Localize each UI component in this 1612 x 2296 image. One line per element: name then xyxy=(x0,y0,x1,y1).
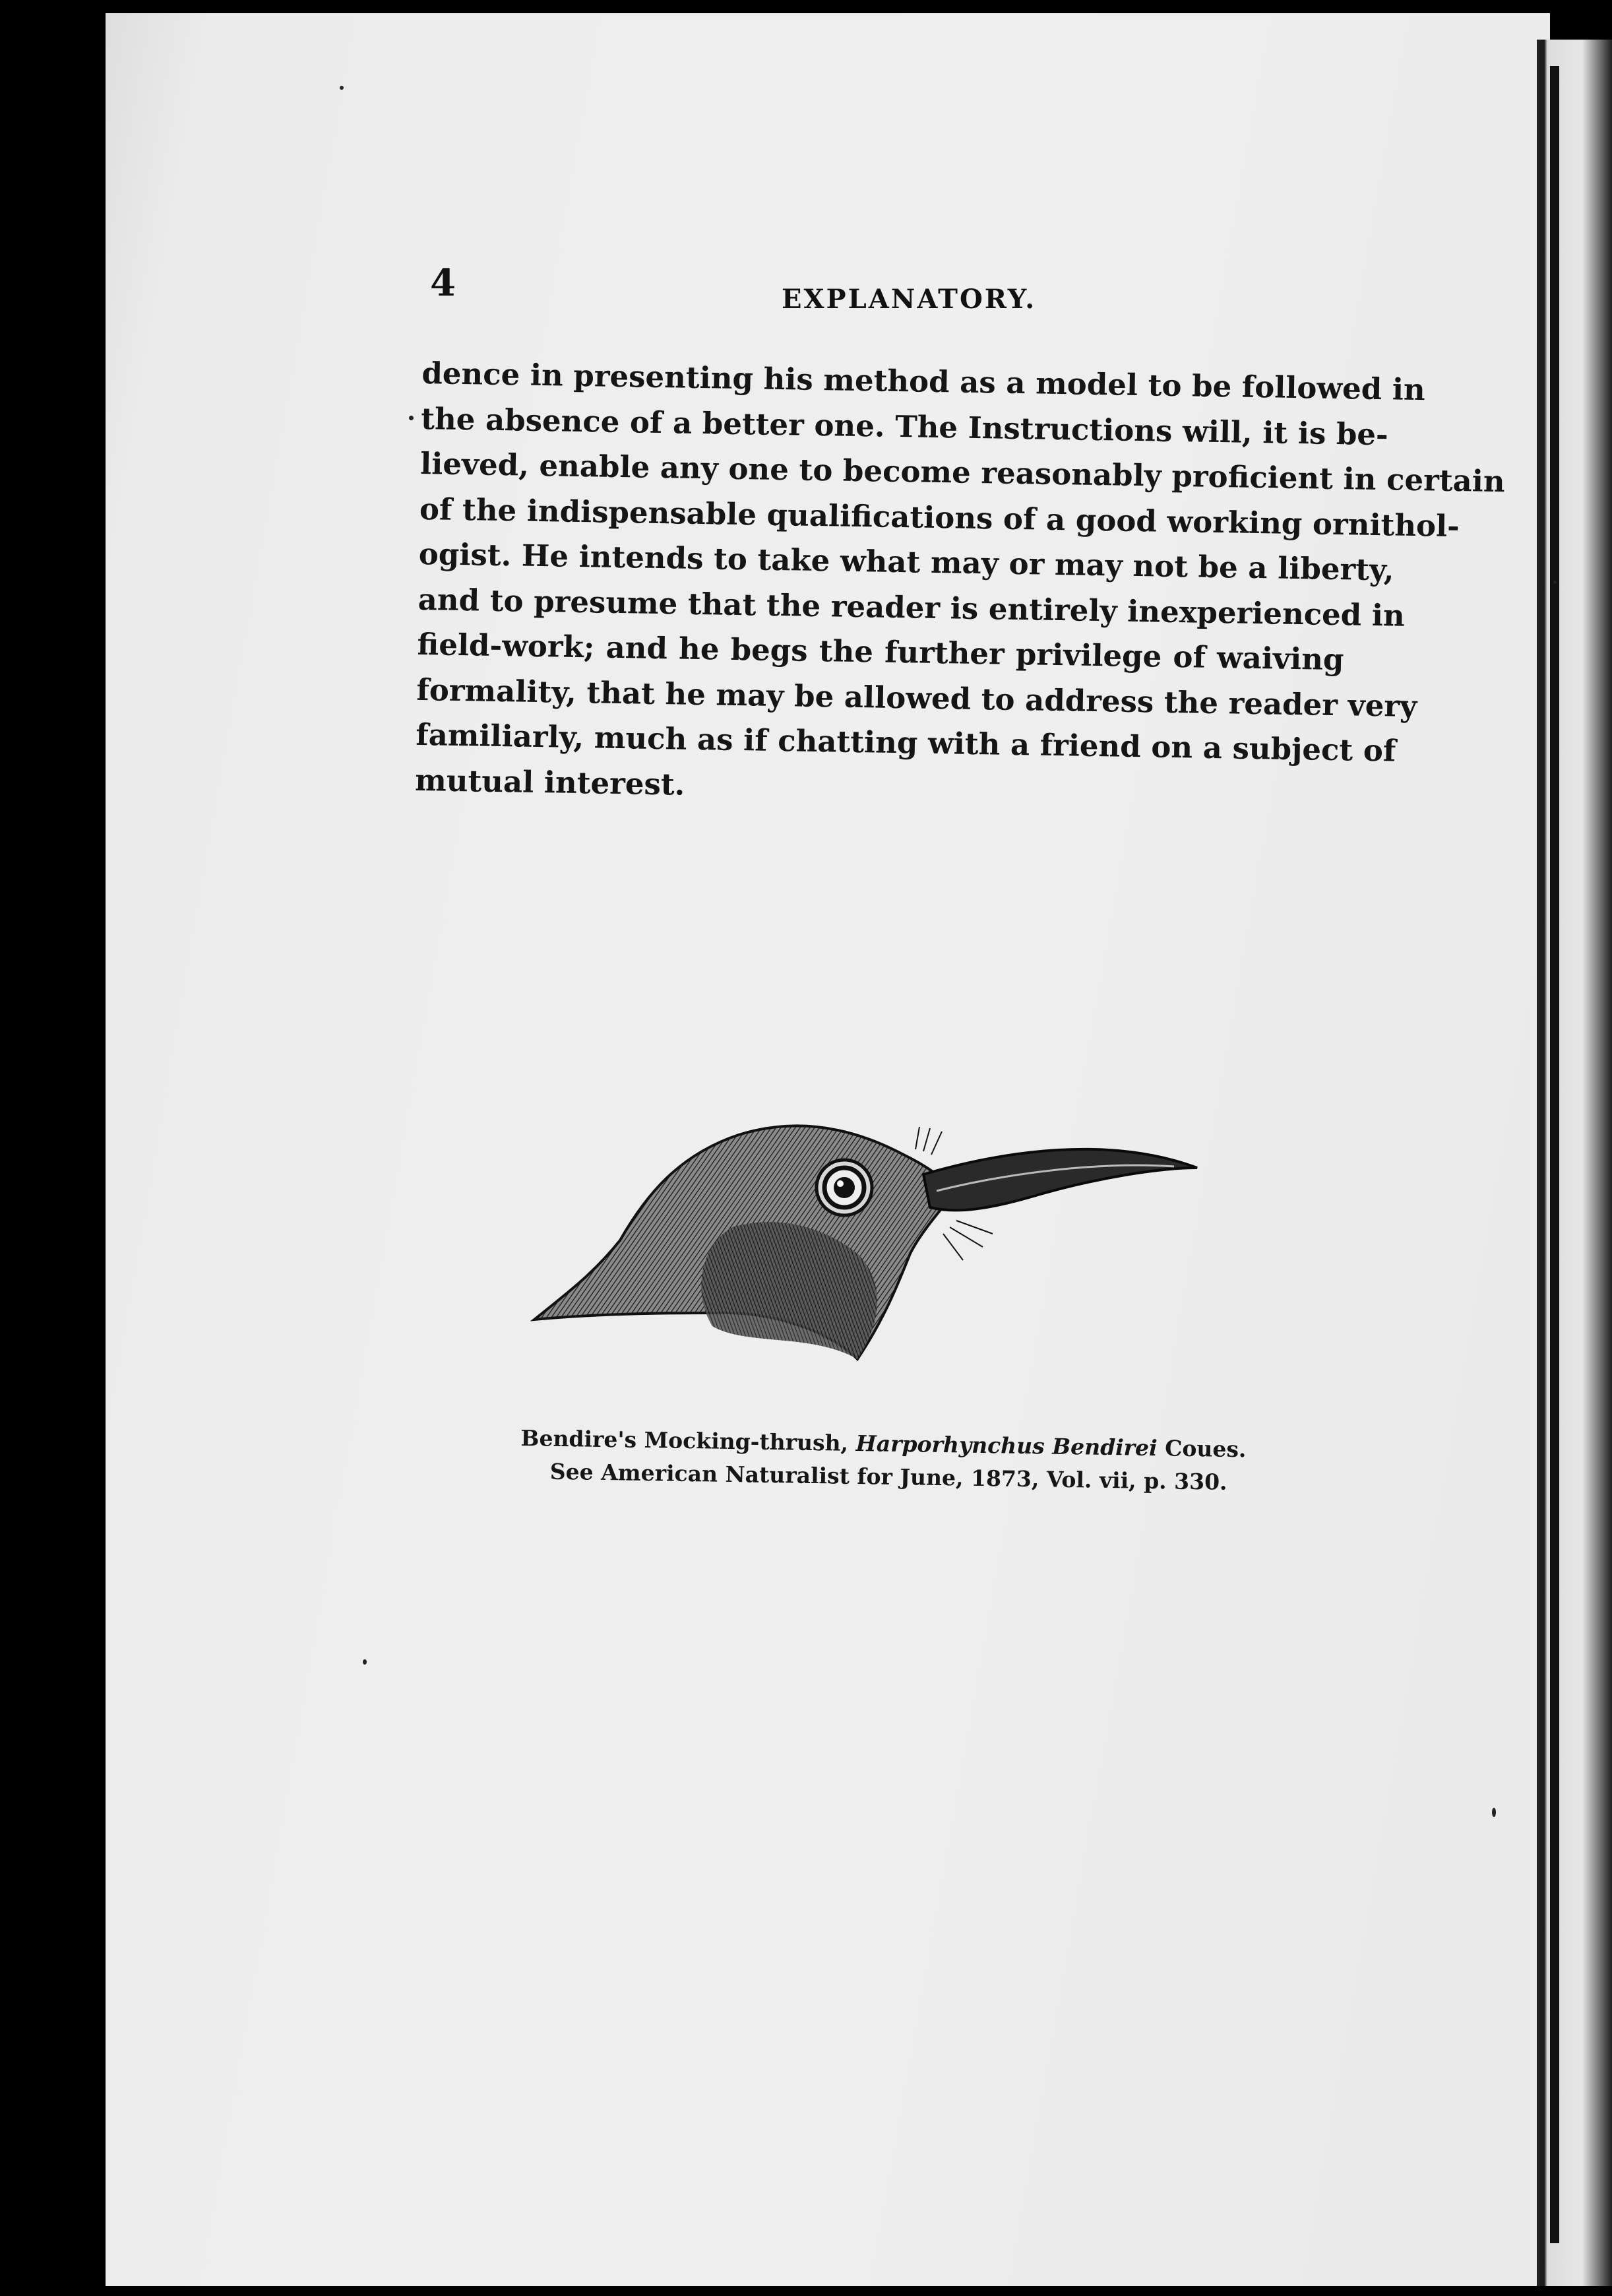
caption-reference: See American Naturalist for June, 1873, Vol. vii, p. 330. xyxy=(549,1458,1227,1495)
body-paragraph xyxy=(414,351,1506,818)
text-line: lieved, enable any one to become reasonably proficient in certain xyxy=(419,445,1506,499)
text-line: the absence of a better one. The Instructions will, it is be- xyxy=(420,400,1389,452)
running-head: EXPLANATORY. xyxy=(782,284,1037,315)
text-line: and to presume that the reader is entirely inexperienced in xyxy=(418,581,1406,633)
text-line: field-work; and he begs the further privilege of waiving xyxy=(417,626,1344,678)
text-line: of the indispensable qualifications of a good working ornithol- xyxy=(419,491,1460,544)
text-line: formality, that he may be allowed to address the reader very xyxy=(416,672,1417,724)
text-line: mutual interest. xyxy=(414,762,685,802)
caption-scientific-name: Harporhynchus Bendirei xyxy=(855,1430,1158,1461)
caption-author: Coues. xyxy=(1157,1435,1247,1463)
facing-page-edge xyxy=(1537,40,1612,2286)
page-number: 4 xyxy=(430,261,456,305)
text-line: dence in presenting his method as a model to be followed in xyxy=(421,355,1426,408)
text-line: ogist. He intends to take what may or may not be a liberty, xyxy=(418,536,1394,588)
bird-head-engraving-icon xyxy=(528,1095,1200,1412)
caption-common-name: Bendire's Mocking-thrush, xyxy=(520,1424,856,1456)
figure-caption xyxy=(520,1422,1247,1498)
text-line: familiarly, much as if chatting with a friend on a subject of xyxy=(415,717,1396,769)
